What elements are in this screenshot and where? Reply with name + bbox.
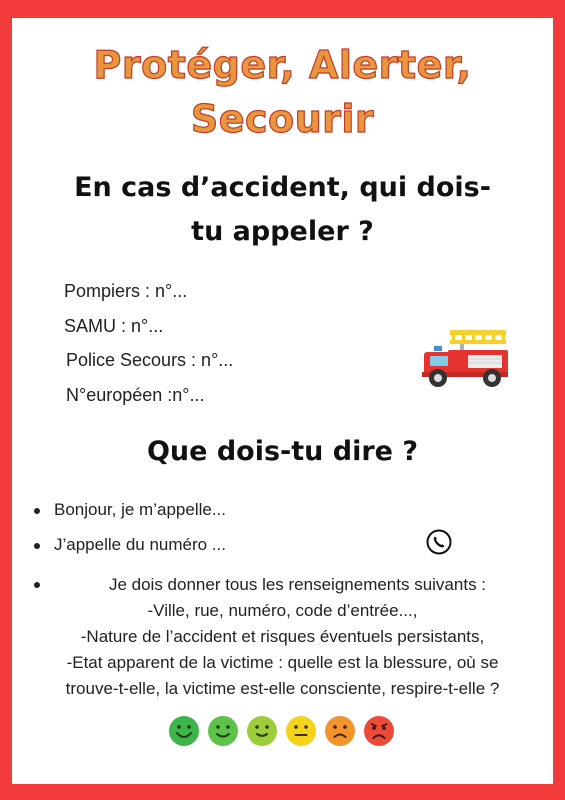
bullet-dot [34,508,40,514]
bullet-item-1 [34,500,226,520]
bullet-item-2 [34,535,226,555]
question-1-line-2: tu appeler ? [191,216,374,247]
title-line-1: Protéger, Alerter, [93,43,472,87]
question-who-to-call [12,166,553,254]
bullet-text-1: Bonjour, je m’appelle... [54,500,226,519]
sad-face-icon [324,715,356,747]
question-what-to-say: Que dois-tu dire ? [146,436,419,467]
bullet-dot [34,582,40,588]
title-line-2: Secourir [190,97,375,141]
neutral-face-icon [285,715,317,747]
number-europeen: N°européen :n°... [66,385,205,405]
bullet-dot [34,543,40,549]
question-1-line-1: En cas d’accident, qui dois- [74,172,491,203]
poster-title [12,38,553,146]
very-happy-face-icon [168,715,200,747]
poster [12,18,553,784]
happy-face-icon [207,715,239,747]
info-block [12,572,553,702]
smile-face-icon [246,715,278,747]
info-line-2: -Ville, rue, numéro, code d’entrée..., [147,601,418,620]
number-pompiers: Pompiers : n°... [64,281,188,301]
angry-face-icon [363,715,395,747]
info-line-1: Je dois donner tous les renseignements suivants : [108,575,487,594]
number-samu: SAMU : n°... [64,316,164,336]
fire-truck-icon [420,328,510,390]
info-line-4: -Etat apparent de la victime : quelle est la blessure, où se [66,653,499,672]
phone-icon [426,529,452,555]
number-police-secours: Police Secours : n°... [66,350,234,370]
info-line-3: -Nature de l’accident et risques éventuels persistants, [80,627,485,646]
bullet-text-2: J’appelle du numéro ... [54,535,226,554]
info-line-5: trouve-t-elle, la victime est-elle consciente, respire-t-elle ? [65,679,500,698]
